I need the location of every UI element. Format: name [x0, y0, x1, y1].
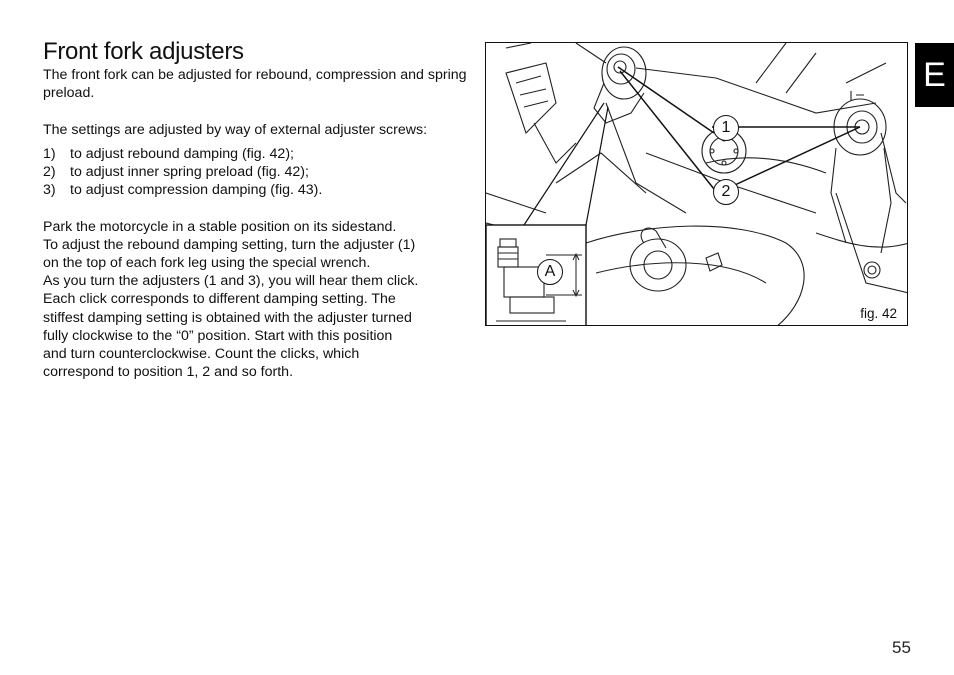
- language-tab: E: [915, 43, 954, 107]
- intro-paragraph: The front fork can be adjusted for rebound, compression and spring preload.: [43, 67, 467, 102]
- body-line: fully clockwise to the “0” position. Start with this position: [43, 327, 393, 344]
- body-line: Each click corresponds to different damping setting. The: [43, 291, 396, 308]
- body-line: correspond to position 1, 2 and so forth.: [43, 364, 294, 381]
- figure-caption: fig. 42: [860, 306, 897, 321]
- list-text: to adjust compression damping (fig. 43).: [70, 182, 323, 199]
- body-line: stiffest damping setting is obtained with the adjuster turned: [43, 309, 412, 326]
- body-line: To adjust the rebound damping setting, turn the adjuster (1): [43, 236, 416, 253]
- page-title: Front fork adjusters: [43, 38, 244, 65]
- body-line: and turn counterclockwise. Count the clicks, which: [43, 346, 360, 363]
- instruction-text: [43, 66, 473, 381]
- body-line: As you turn the adjusters (1 and 3), you will hear them click.: [43, 273, 419, 290]
- callout-2: 2: [713, 179, 739, 205]
- list-number: 2): [43, 164, 56, 180]
- list-item: [43, 145, 473, 163]
- body-line: on the top of each fork leg using the special wrench.: [43, 255, 371, 271]
- list-text: to adjust inner spring preload (fig. 42);: [70, 164, 309, 180]
- settings-intro-paragraph: The settings are adjusted by way of external adjuster screws:: [43, 121, 428, 138]
- list-number: 1): [43, 145, 56, 162]
- list-number: 3): [43, 182, 56, 199]
- callout-1: 1: [713, 115, 739, 141]
- fork-adjuster-figure: [485, 42, 908, 326]
- page-number: 55: [892, 638, 911, 657]
- callout-a: A: [537, 259, 563, 285]
- body-line: Park the motorcycle in a stable position on its sidestand.: [43, 218, 397, 235]
- list-text: to adjust rebound damping (fig. 42);: [70, 145, 294, 162]
- list-item: [43, 163, 473, 181]
- list-item: [43, 181, 473, 199]
